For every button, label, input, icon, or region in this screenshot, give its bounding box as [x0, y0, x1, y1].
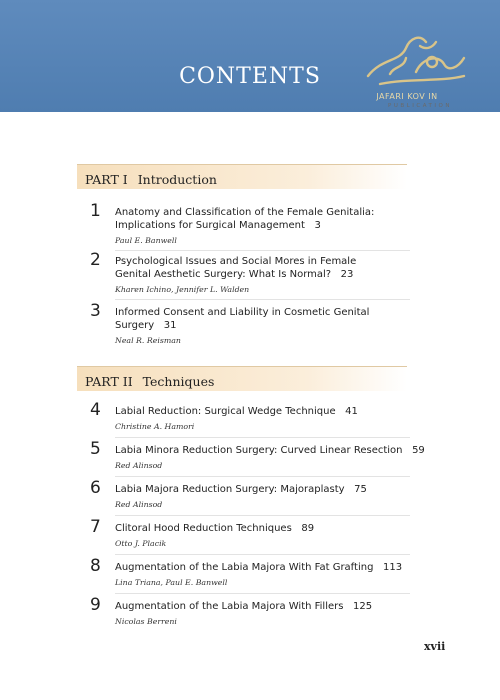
chapter-number: 2 — [90, 250, 101, 270]
chapter-number: 6 — [90, 478, 101, 498]
chapter-authors: Lina Triana, Paul E. Banwell — [115, 578, 228, 587]
divider — [115, 250, 410, 251]
divider — [115, 476, 410, 477]
chapter-page: 75 — [354, 484, 367, 495]
chapter-authors: Red Alinsod — [115, 461, 163, 470]
chapter-title: Psychological Issues and Social Mores in Female Genital Aesthetic Surgery: What Is Normal? 23 — [115, 256, 357, 280]
chapter-authors: Otto J. Placik — [115, 539, 167, 548]
divider — [115, 554, 410, 555]
publisher-logo — [352, 28, 480, 118]
logo-emblem-icon — [360, 28, 470, 90]
chapter-page: 113 — [382, 562, 403, 573]
chapter-page: 125 — [353, 601, 373, 612]
chapter-number: 9 — [90, 595, 101, 615]
chapter-number: 5 — [90, 439, 101, 459]
divider — [115, 593, 410, 594]
chapter-title: Labia Minora Reduction Surgery: Curved Linear Resection 59 — [115, 445, 425, 456]
page-number: xvii — [424, 640, 446, 653]
chapter-authors: Christine A. Hamori — [115, 422, 195, 431]
part-label: PART I — [85, 172, 128, 187]
logo-name-text: JAFARI KOV IN — [376, 92, 438, 101]
chapter-title: Labia Majora Reduction Surgery: Majoraplasty 75 — [115, 484, 367, 495]
chapter-authors: Nicolas Berreni — [115, 617, 177, 626]
chapter-number: 3 — [90, 301, 101, 321]
chapter-title: Labial Reduction: Surgical Wedge Technique 41 — [115, 406, 358, 417]
part-label: PART II — [85, 374, 133, 389]
divider — [115, 515, 410, 516]
chapter-page: 31 — [163, 320, 177, 331]
part-header-1 — [77, 164, 407, 189]
divider — [115, 299, 410, 300]
part-title: Techniques — [142, 374, 215, 389]
part-header-2 — [77, 366, 407, 391]
part-title: Introduction — [137, 172, 217, 187]
chapter-number: 4 — [90, 400, 101, 420]
chapter-authors: Kharen Ichino, Jennifer L. Walden — [115, 285, 250, 294]
chapter-number: 8 — [90, 556, 101, 576]
chapter-title: Augmentation of the Labia Majora With Fillers 125 — [115, 601, 373, 612]
chapter-page: 59 — [412, 445, 425, 456]
divider — [115, 437, 410, 438]
chapter-number: 1 — [90, 201, 101, 221]
chapter-title: Anatomy and Classification of the Female Genitalia: Implications for Surgical Management 3 — [115, 207, 375, 231]
chapter-page: 89 — [301, 523, 315, 534]
chapter-title: Augmentation of the Labia Majora With Fat Grafting 113 — [115, 562, 403, 573]
chapter-authors: Neal R. Reisman — [115, 336, 181, 345]
chapter-page: 3 — [314, 220, 321, 231]
chapter-page: 41 — [345, 406, 358, 417]
chapter-number: 7 — [90, 517, 101, 537]
header-banner — [0, 0, 500, 112]
chapter-authors: Paul E. Banwell — [115, 236, 177, 245]
chapter-page: 23 — [340, 269, 354, 280]
chapter-title: Informed Consent and Liability in Cosmetic Genital Surgery 31 — [115, 307, 370, 331]
chapter-authors: Red Alinsod — [115, 500, 163, 509]
page-title: CONTENTS — [179, 64, 321, 89]
logo-subtitle-text: PUBLICATION — [388, 103, 452, 109]
chapter-title: Clitoral Hood Reduction Techniques 89 — [115, 523, 315, 534]
